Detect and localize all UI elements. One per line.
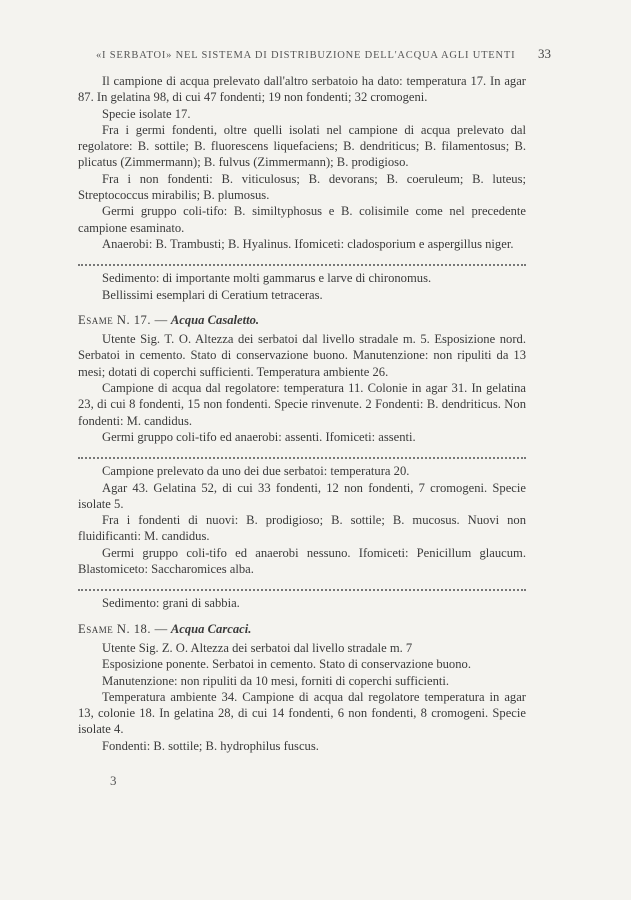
running-title: «I SERBATOI» NEL SISTEMA DI DISTRIBUZIONE DELL'ACQUA AGLI UTENTI bbox=[96, 50, 516, 61]
paragraph: Fra i fondenti di nuovi: B. prodigioso; B. sottile; B. mucosus. Nuovi non fluidificanti: M. candidus. bbox=[78, 513, 526, 544]
paragraph: Campione di acqua dal regolatore: temperatura 11. Colonie in agar 31. In gelatina 23, di cui 8 fondenti, 15 non fondenti. Specie rinvenute. 2 Fondenti: B. dendriticus. Non fondenti: M. candidus. bbox=[78, 381, 526, 428]
exam-label: Esame N. 17. — bbox=[78, 312, 168, 327]
dotted-separator bbox=[78, 579, 526, 591]
paragraph: Manutenzione: non ripuliti da 10 mesi, forniti di coperchi sufficienti. bbox=[102, 673, 450, 688]
paragraph: Temperatura ambiente 34. Campione di acqua dal regolatore temperatura in agar 13, colonie 18. In gelatina 28, di cui 14 fondenti, 6 non fondenti, 8 cromogeni. Specie isolate 4. bbox=[78, 689, 526, 737]
paragraph: Sedimento: grani di sabbia. bbox=[102, 596, 240, 611]
paragraph: Utente Sig. Z. O. Altezza dei serbatoi dal livello stradale m. 7 bbox=[102, 640, 413, 655]
paragraph: Il campione di acqua prelevato dall'altro serbatoio ha dato: temperatura 17. In agar 87. In gelatina 98, di cui 47 fondenti; 19 non fondenti; 32 cromogeni. bbox=[78, 74, 526, 105]
exam-label: Esame N. 18. — bbox=[78, 621, 168, 636]
body-text bbox=[78, 73, 526, 754]
paragraph: Sedimento: di importante molti gammarus e larve di chironomus. bbox=[102, 271, 432, 286]
exam-heading-17 bbox=[78, 312, 526, 328]
paragraph: Fra i germi fondenti, oltre quelli isolati nel campione di acqua prelevato dal regolatore: B. sottile; B. fluorescens liquefaciens; B. dendriticus; B. filamentosus; B. plicatus (Zimmermann); B. fulvus (Zimmermann); B. prodigioso. bbox=[78, 122, 526, 170]
paragraph: Esposizione ponente. Serbatoi in cemento. Stato di conservazione buono. bbox=[102, 657, 471, 672]
exam-title: Acqua Casaletto. bbox=[170, 312, 260, 327]
paragraph: Fondenti: B. sottile; B. hydrophilus fuscus. bbox=[102, 738, 319, 753]
signature-mark: 3 bbox=[110, 773, 117, 788]
running-header bbox=[96, 46, 551, 62]
paragraph: Anaerobi: B. Trambusti; B. Hyalinus. Ifomiceti: cladosporium e aspergillus niger. bbox=[102, 236, 514, 251]
paragraph: Campione prelevato da uno dei due serbatoi: temperatura 20. bbox=[102, 464, 410, 479]
paragraph: Germi gruppo coli-tifo ed anaerobi: assenti. Ifomiceti: assenti. bbox=[102, 429, 416, 444]
exam-heading-18 bbox=[78, 621, 526, 637]
page-number: 33 bbox=[538, 46, 551, 61]
paragraph: Fra i non fondenti: B. viticulosus; B. devorans; B. coeruleum; B. luteus; Streptococcus mirabilis; B. plumosus. bbox=[78, 171, 526, 203]
paragraph: Specie isolate 17. bbox=[102, 106, 191, 121]
dotted-separator bbox=[78, 447, 526, 459]
paragraph: Utente Sig. T. O. Altezza dei serbatoi dal livello stradale m. 5. Esposizione nord. Serbatoi in cemento. Stato di conservazione buono. Manutenzione: non ripuliti da 13 mesi; dotati di coperchi sufficienti. Temperatura ambiente 26. bbox=[78, 332, 526, 379]
paragraph: Agar 43. Gelatina 52, di cui 33 fondenti, 12 non fondenti, 7 cromogeni. Specie isolate 5. bbox=[78, 480, 526, 511]
paragraph: Germi gruppo coli-tifo: B. similtyphosus e B. colisimile come nel precedente campione esaminato. bbox=[78, 204, 526, 235]
paragraph: Bellissimi esemplari di Ceratium tetraceras. bbox=[102, 287, 323, 302]
exam-title: Acqua Carcaci. bbox=[170, 621, 252, 636]
paragraph: Germi gruppo coli-tifo ed anaerobi nessuno. Ifomiceti: Penicillum glaucum. Blastomiceto: Saccharomices alba. bbox=[78, 545, 526, 577]
dotted-separator bbox=[78, 254, 526, 266]
